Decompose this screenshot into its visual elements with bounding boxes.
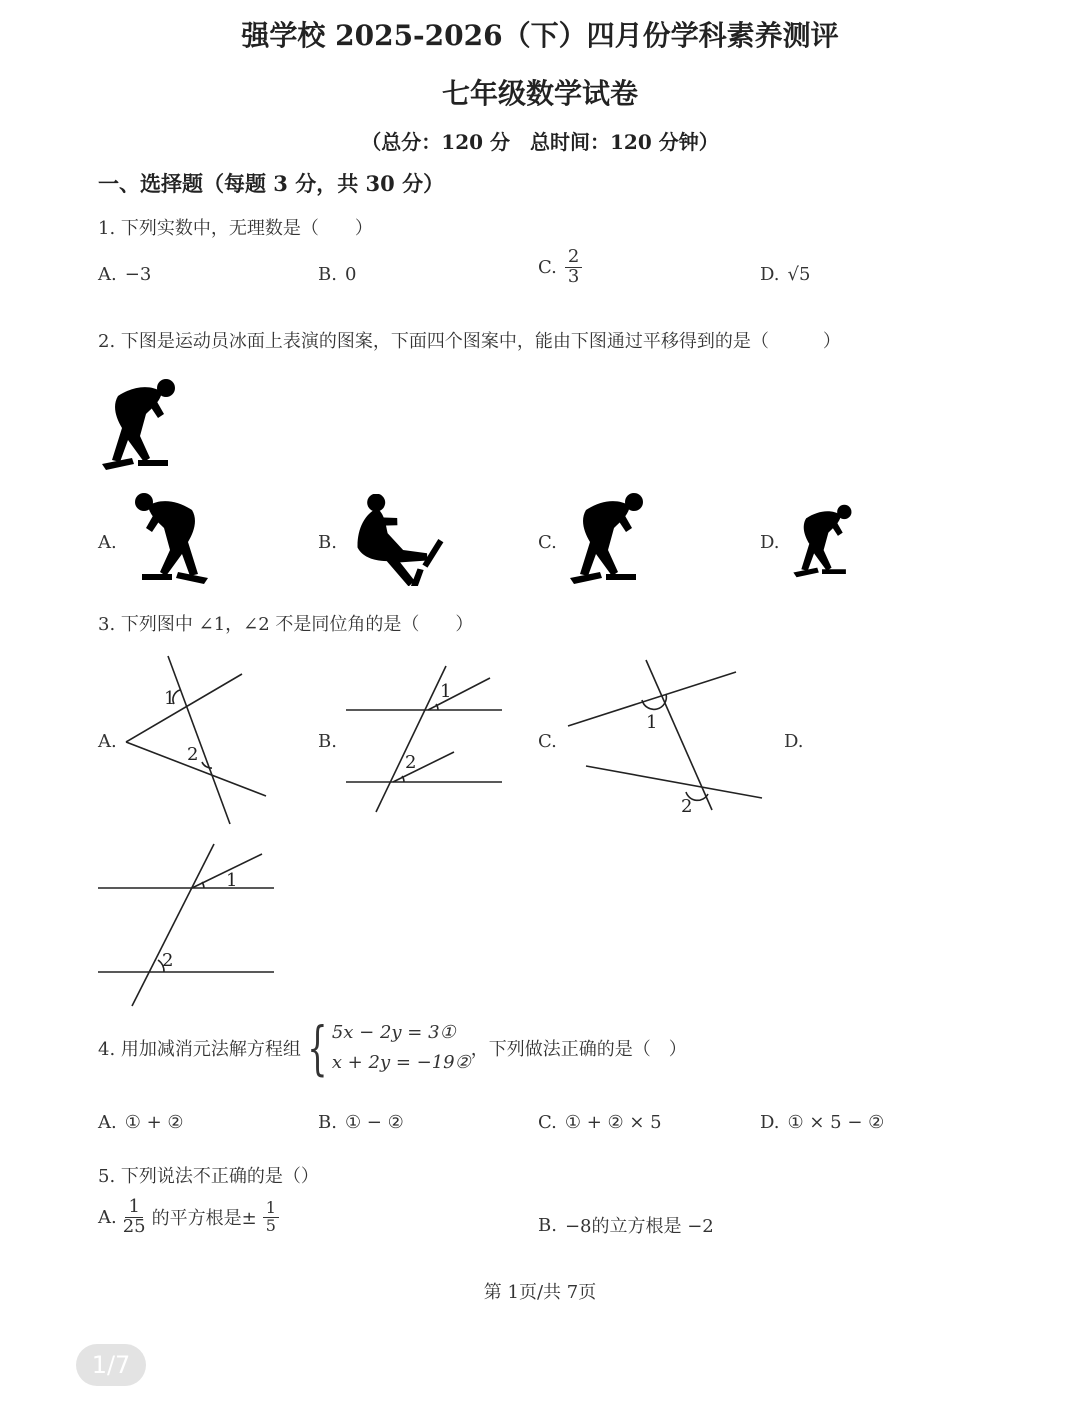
q4-equation-1: 5x − 2y = 3①: [331, 1022, 456, 1043]
q2-option-c-label: C.: [538, 532, 557, 553]
question-4-stem: [98, 1013, 687, 1082]
q2-option-d-label: D.: [760, 532, 780, 553]
q4-option-c-label: C.: [538, 1112, 557, 1133]
q5-option-a-numerator: 1: [125, 1198, 142, 1218]
q4-option-d-label: D.: [760, 1112, 780, 1133]
question-5-stem: 5. 下列说法不正确的是（）: [98, 1166, 319, 1187]
exam-subtitle: 七年级数学试卷: [441, 77, 638, 110]
q4-stem-before: 4. 用加减消元法解方程组: [98, 1038, 301, 1060]
q4-option-a-label: A.: [98, 1112, 117, 1133]
q1-option-a: [98, 264, 151, 285]
question-2-stem: 2. 下图是运动员冰面上表演的图案，下面四个图案中，能由下图通过平移得到的是（ ）: [98, 331, 841, 352]
q5-option-a-fraction: [123, 1198, 146, 1237]
q3-c-angle-2: 2: [681, 796, 693, 817]
q5-option-a-text: 的平方根是±: [151, 1208, 257, 1230]
q3-d-angle-1: 1: [226, 870, 238, 891]
q2-option-d-figure: [790, 504, 862, 582]
brace-icon: {: [307, 1013, 328, 1082]
q1-option-c: [538, 248, 582, 287]
q1-option-d-label: D.: [760, 264, 780, 285]
q4-option-c-value: ① + ② × 5: [564, 1112, 662, 1133]
q3-option-b-label: B.: [318, 731, 337, 752]
q4-option-c: [538, 1112, 662, 1133]
q1-option-a-label: A.: [98, 264, 117, 285]
q4-option-b-label: B.: [318, 1112, 337, 1133]
q4-option-a-value: ① + ②: [124, 1112, 184, 1133]
q1-option-b-label: B.: [318, 264, 337, 285]
q3-option-c-figure: [564, 656, 768, 820]
q3-option-a-figure: [120, 650, 280, 830]
page-indicator[interactable]: 1/7: [76, 1344, 146, 1386]
exam-title: 强学校 2025-2026（下）四月份学科素养测评: [241, 19, 839, 52]
q1-option-d: [760, 264, 810, 285]
q3-b-angle-2: 2: [405, 752, 417, 773]
question-1-stem: 1. 下列实数中，无理数是（ ）: [98, 218, 373, 239]
q3-option-b-figure: [342, 660, 507, 820]
q1-option-a-value: −3: [124, 264, 152, 285]
q3-option-a-label: A.: [98, 731, 117, 752]
q1-option-c-numerator: 2: [565, 248, 582, 268]
q5-option-a-denominator-2: 5: [265, 1215, 276, 1235]
q3-b-angle-1: 1: [440, 681, 452, 702]
q4-option-d-value: ① × 5 − ②: [787, 1112, 885, 1133]
q5-option-a-fraction-2: [263, 1200, 279, 1235]
q4-equation-system: [301, 1013, 471, 1082]
q1-option-b-value: 0: [344, 264, 357, 285]
q3-d-angle-2: 2: [162, 950, 174, 971]
skater-reference-figure: [98, 378, 188, 476]
q3-option-c-label: C.: [538, 731, 557, 752]
q4-option-d: [760, 1112, 884, 1133]
q3-option-d-label: D.: [784, 731, 804, 752]
q1-option-c-denominator: 3: [567, 265, 580, 287]
section-title: 一、选择题（每题 3 分，共 30 分）: [98, 171, 445, 196]
q5-option-a: [98, 1198, 279, 1237]
q1-option-c-fraction: [565, 248, 582, 287]
q5-option-b-label: B.: [538, 1214, 557, 1236]
q3-a-angle-2: 2: [187, 744, 199, 765]
q3-a-angle-1: 1: [164, 688, 176, 709]
q4-stem-after: ，下列做法正确的是（ ）: [470, 1038, 687, 1060]
q5-option-a-numerator-2: 1: [263, 1200, 279, 1218]
q1-option-d-value: √5: [787, 264, 811, 285]
q2-option-a-figure: [122, 492, 212, 590]
q2-option-c-figure: [566, 492, 656, 590]
q4-option-b: [318, 1112, 404, 1133]
q5-option-b: [538, 1212, 714, 1238]
q3-c-angle-1: 1: [646, 712, 658, 733]
page-footer: 第 1页/共 7页: [483, 1282, 597, 1303]
q2-option-a-label: A.: [98, 532, 117, 553]
exam-info: （总分：120 分 总时间：120 分钟）: [361, 130, 719, 154]
q5-option-a-denominator: 25: [122, 1215, 146, 1237]
q2-option-b-label: B.: [318, 532, 337, 553]
q1-option-b: [318, 264, 356, 285]
q5-option-b-value: −8的立方根是 −2: [564, 1216, 714, 1237]
q3-option-d-figure: [96, 840, 278, 1010]
q1-option-c-label: C.: [538, 256, 557, 278]
q5-option-a-label: A.: [98, 1206, 117, 1228]
q2-option-b-figure: [344, 494, 444, 586]
question-3-stem: 3. 下列图中 ∠1，∠2 不是同位角的是（ ）: [98, 614, 474, 635]
q4-option-a: [98, 1112, 184, 1133]
q4-equation-2: x + 2y = −19②: [331, 1051, 471, 1073]
q4-option-b-value: ① − ②: [344, 1112, 404, 1133]
